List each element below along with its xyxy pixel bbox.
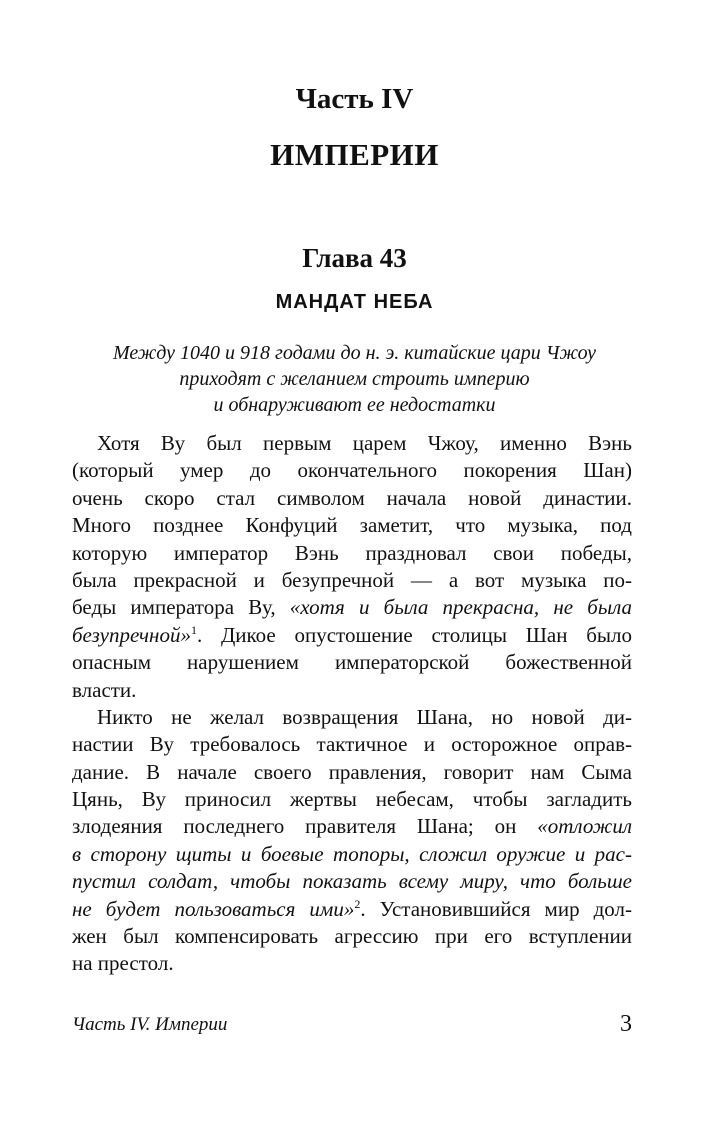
text-line [72, 594, 632, 621]
text-line: на престол. [72, 951, 174, 976]
quote-run: не будет пользоваться ими» [72, 896, 355, 921]
epigraph-line: и обнаруживают ее недостатки [213, 394, 496, 416]
text-line: которую император Вэнь праздновал свои победы, [72, 540, 632, 565]
chapter-name: МАНДАТ НЕБА [275, 291, 434, 313]
text-run: беды императора Ву, [72, 595, 290, 620]
footnote-marker: 2 [354, 896, 361, 911]
text-line: Никто не желал возвращения Шана, но новой ди- [97, 704, 632, 729]
running-footer-title: Часть IV. Империи [72, 1014, 228, 1035]
text-line: Хотя Ву был первым царем Чжоу, именно Вэнь [97, 431, 632, 455]
text-line: власти. [72, 677, 137, 702]
text-line: (который умер до окончательного покорения Шан) [72, 458, 632, 483]
body-text [72, 430, 632, 978]
text-run: . Дикое опустошение столицы Шан было [196, 622, 632, 647]
part-name: ИМПЕРИИ [270, 137, 439, 172]
text-line: пустил солдат, чтобы показать всему миру, что больше [72, 869, 632, 894]
chapter-title: Глава 43 [302, 243, 407, 273]
part-title: Часть IV [295, 83, 414, 115]
text-run: . Установившийся мир дол- [360, 896, 632, 921]
text-line: в сторону щиты и боевые топоры, сложил оружие и рас- [72, 841, 632, 866]
text-line: Цянь, Ву приносил жертвы небесам, чтобы загладить [72, 787, 632, 812]
text-line: очень скоро стал символом начала новой династии. [72, 485, 632, 510]
quote-run: безупречной» [72, 622, 191, 647]
text-line [72, 896, 632, 923]
footnote-marker: 1 [190, 622, 197, 637]
text-line: жен был компенсировать агрессию при его вступлении [72, 924, 632, 949]
page-number: 3 [620, 1011, 632, 1037]
epigraph-line: Между 1040 и 918 годами до н. э. китайские цари Чжоу [112, 342, 597, 364]
text-line [72, 813, 632, 840]
quote-run: «отложил [537, 814, 632, 839]
text-line: дание. В начале своего правления, говорит нам Сыма [72, 759, 632, 784]
text-line: опасным нарушением императорской божественной [72, 650, 632, 675]
quote-run: «хотя и была прекрасна, не была [289, 595, 633, 620]
text-line: настии Ву требовалось тактичное и осторожное оправ- [72, 732, 632, 757]
text-line: Много позднее Конфуций заметит, что музыка, под [72, 513, 632, 538]
text-line: была прекрасной и безупречной — а вот музыка по- [72, 567, 632, 592]
text-line [72, 622, 632, 649]
text-run: злодеяния последнего правителя Шана; он [72, 814, 538, 839]
epigraph-line: приходят с желанием строить империю [179, 368, 530, 390]
